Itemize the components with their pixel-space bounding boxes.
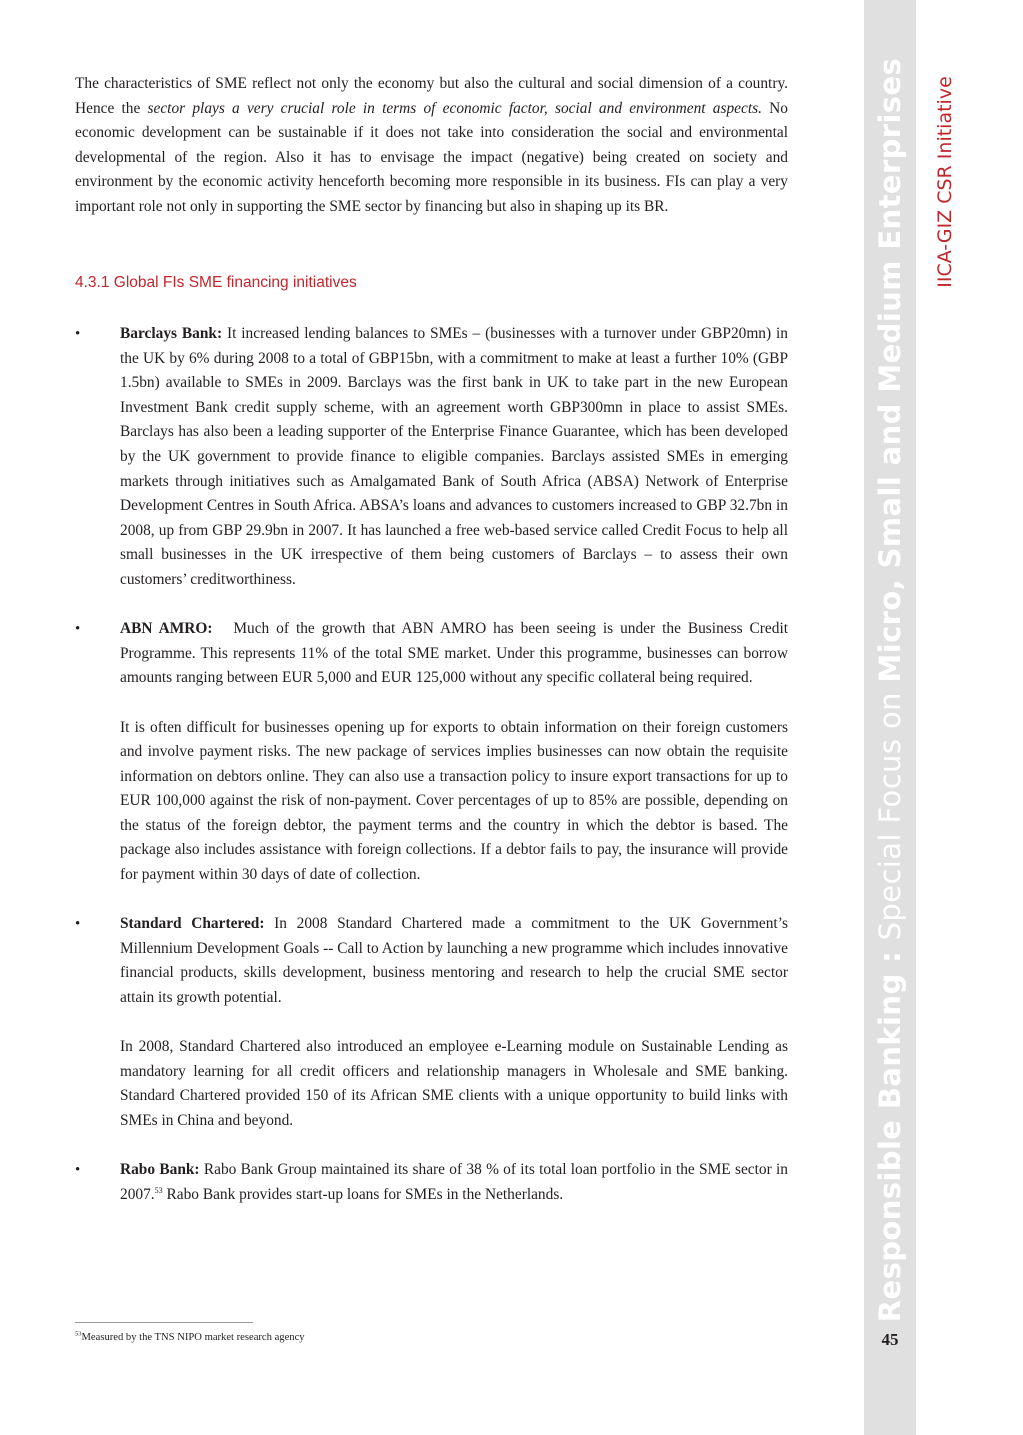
sidebar-title-light: Special Focus on: [873, 682, 907, 941]
item-title: ABN AMRO:: [120, 620, 213, 638]
item-text-end: Rabo Bank provides start-up loans for SMEs in the Netherlands.: [162, 1185, 564, 1203]
intro-emphasis: sector plays a very crucial role in terms of economic factor, social and environment aspects.: [147, 99, 762, 117]
abn-amro-paragraph-1: [120, 617, 788, 691]
footnote-reference[interactable]: 53: [154, 1185, 163, 1195]
bullet-glyph: •: [75, 1162, 81, 1179]
intro-text-end: No economic development can be sustainable if it does not take into consideration the social and environmental developmental of the region. Also it has to envisage the impact (negative) being created on society and environment by the economic activity henceforth becoming more responsible in its business. FIs can play a very important role not only in supporting the SME sector by financing but also in shaping up its BR.: [75, 99, 788, 215]
list-item-barclays: [75, 322, 788, 593]
intro-paragraph: [75, 72, 788, 220]
bullet-glyph: •: [75, 326, 81, 342]
list-item-abn-amro: [75, 617, 788, 888]
list-item-standard-chartered: [75, 912, 788, 1133]
intro-paragraph-block: [75, 72, 788, 220]
sidebar-title: [873, 58, 907, 1322]
item-text: Rabo Bank Group maintained its share of 38 % of its total loan portfolio in the SME sector in 2007.: [120, 1161, 788, 1203]
footnote-text: Measured by the TNS NIPO market research agency: [81, 1332, 305, 1343]
sidebar-title-bold: Responsible Banking :: [873, 940, 907, 1323]
standard-chartered-paragraph-2: In 2008, Standard Chartered also introduced an employee e-Learning module on Sustainable Lending as mandatory learning for all credit officers and relationship managers in Wholesale and SME banking. Standard Chartered provided 150 of its African SME clients with a unique opportunity to build links with SMEs in China and beyond.: [120, 1038, 788, 1129]
barclays-paragraph: [120, 322, 788, 593]
standard-chartered-paragraph-1: [120, 912, 788, 1010]
abn-amro-paragraph-2: It is often difficult for businesses opening up for exports to obtain information on their foreign customers and involve payment risks. The new package of services implies businesses can now obtain the requisite information on debtors online. They can also use a transaction policy to insure export transactions for up to EUR 100,000 against the risk of non-payment. Cover percentages of up to 85% are possible, depending on the status of the foreign debtor, the payment terms and the country in which the debtor is based. The package also includes assistance with foreign collections. If a debtor fails to pay, the insurance will provide for payment within 30 days of date of collection.: [120, 718, 788, 884]
intro-text-start: The characteristics of SME reflect not only the economy but also the cultural and social dimension of a country. Hence the: [75, 75, 788, 117]
item-title: Rabo Bank:: [120, 1161, 200, 1179]
footnote-number: 53: [75, 1330, 82, 1338]
item-title: Standard Chartered:: [120, 915, 265, 933]
footnote-divider: [75, 1322, 253, 1323]
item-text: In 2008 Standard Chartered made a commitment to the UK Government’s Millennium Development Goals -- Call to Action by launching a new programme which includes innovative financial products, skills development, business mentoring and research to help the crucial SME sector attain its growth potential.: [120, 915, 788, 1007]
bullet-glyph: •: [75, 621, 81, 638]
brand-label: IICA-GIZ CSR Initiative: [934, 76, 956, 288]
list-item-rabo-bank: [75, 1158, 788, 1207]
footnote: [75, 1331, 305, 1345]
item-text: Much of the growth that ABN AMRO has been seeing is under the Business Credit Programme. This represents 11% of the total SME market. Under this programme, businesses can borrow amounts ranging between EUR 5,000 and EUR 125,000 without any specific collateral being required.: [120, 620, 788, 687]
bullet-glyph: •: [75, 916, 81, 933]
section-heading: 4.3.1 Global FIs SME financing initiatives: [75, 274, 357, 291]
item-title: Barclays Bank:: [120, 325, 223, 342]
page-number: 45: [881, 1330, 899, 1349]
rabo-bank-paragraph: [120, 1158, 788, 1207]
initiatives-list: [75, 322, 788, 1207]
sidebar-title-bold-2: Micro, Small and Medium Enterprises: [873, 57, 907, 683]
item-text: It increased lending balances to SMEs – (businesses with a turnover under GBP20mn) in the UK by 6% during 2008 to a total of GBP15bn, with a commitment to make at least a further 10% (GBP 1.5bn) available to SMEs in 2009. Barclays was the first bank in UK to take part in the new European Investment Bank credit supply scheme, with an agreement worth GBP300mn in place to assist SMEs. Barclays has also been a leading supporter of the Enterprise Finance Guarantee, which has been developed by the UK government to provide finance to eligible companies. Barclays assisted SMEs in emerging markets through initiatives such as Amalgamated Bank of South Africa (ABSA) Network of Enterprise Development Centres in South Africa. ABSA’s loans and advances to customers increased to GBP 32.7bn in 2008, up from GBP 29.9bn in 2007. It has launched a free web-based service called Credit Focus to help all small businesses in the UK irrespective of them being customers of Barclays – to assess their own customers’ creditworthiness.: [120, 325, 788, 588]
